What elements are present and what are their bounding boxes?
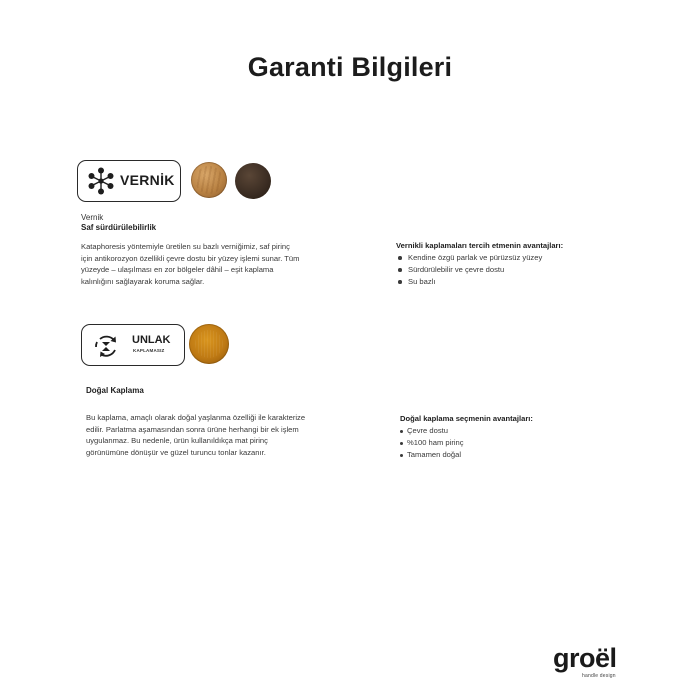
vernik-advantages-title: Vernikli kaplamaları tercih etmenin avantajları: (396, 241, 564, 250)
vernik-advantages-list (396, 252, 542, 288)
unlak-badge (81, 324, 185, 366)
unlak-badge-label: UNLAK (132, 334, 171, 346)
vernik-description-line: yüzeyde – ulaşılması en zor bölgeler dâhil – eşit kaplama (81, 265, 274, 275)
dark-bronze-swatch (235, 163, 271, 199)
unlak-badge-sublabel: KAPLAMASIZ (133, 348, 165, 353)
vernik-name: Vernik (81, 213, 104, 222)
vernik-description-line: kalınlığını sağlayarak koruma sağlar. (81, 277, 205, 287)
page-title: Garanti Bilgileri (247, 52, 453, 82)
vernik-description-line: Kataphoresis yöntemiyle üretilen su bazlı verniğimiz, saf pirinç (81, 242, 290, 251)
list-item: Çevre dostu (400, 425, 464, 437)
unlak-description-line: edilir. Parlatma aşamasından sonra ürüne herhangi bir ek işlem (86, 424, 299, 434)
list-item: Tamamen doğal (400, 449, 464, 461)
list-item: Sürdürülebilir ve çevre dostu (396, 264, 542, 276)
molecule-icon (86, 166, 116, 196)
vernik-badge (77, 160, 181, 202)
list-item: Kendine özgü parlak ve pürüzsüz yüzey (396, 252, 542, 264)
unlak-description-line: uygulanmaz. Bu nedenle, ürün kullanıldıkça mat pirinç (86, 436, 268, 446)
unlak-description-line: Bu kaplama, amaçlı olarak doğal yaşlanma özelliği ile karakterize (86, 413, 306, 422)
unlak-description (86, 412, 305, 459)
vernik-description (81, 241, 299, 288)
list-item: Su bazlı (396, 276, 542, 288)
vernik-subtitle: Saf sürdürülebilirlik (81, 223, 157, 232)
unlak-advantages-list (400, 425, 464, 461)
oak-wood-swatch (191, 162, 227, 198)
unlak-description-line: görünümüne dönüşür ve güzel turuncu tonlar kazanır. (86, 448, 266, 458)
unlak-title: Doğal Kaplama (86, 386, 144, 395)
unlak-advantages-title: Doğal kaplama seçmenin avantajları: (400, 414, 533, 423)
brand-tagline: handle design (582, 673, 616, 679)
vernik-description-line: için antikorozyon özellikli çevre dostu bir yüzey işlemi sunar. Tüm (81, 253, 300, 263)
brand-logo: groël (553, 643, 617, 673)
recycle-hourglass-icon (91, 331, 121, 361)
vernik-badge-label: VERNİK (120, 172, 175, 188)
natural-brass-swatch (189, 324, 229, 364)
list-item: %100 ham pirinç (400, 437, 464, 449)
